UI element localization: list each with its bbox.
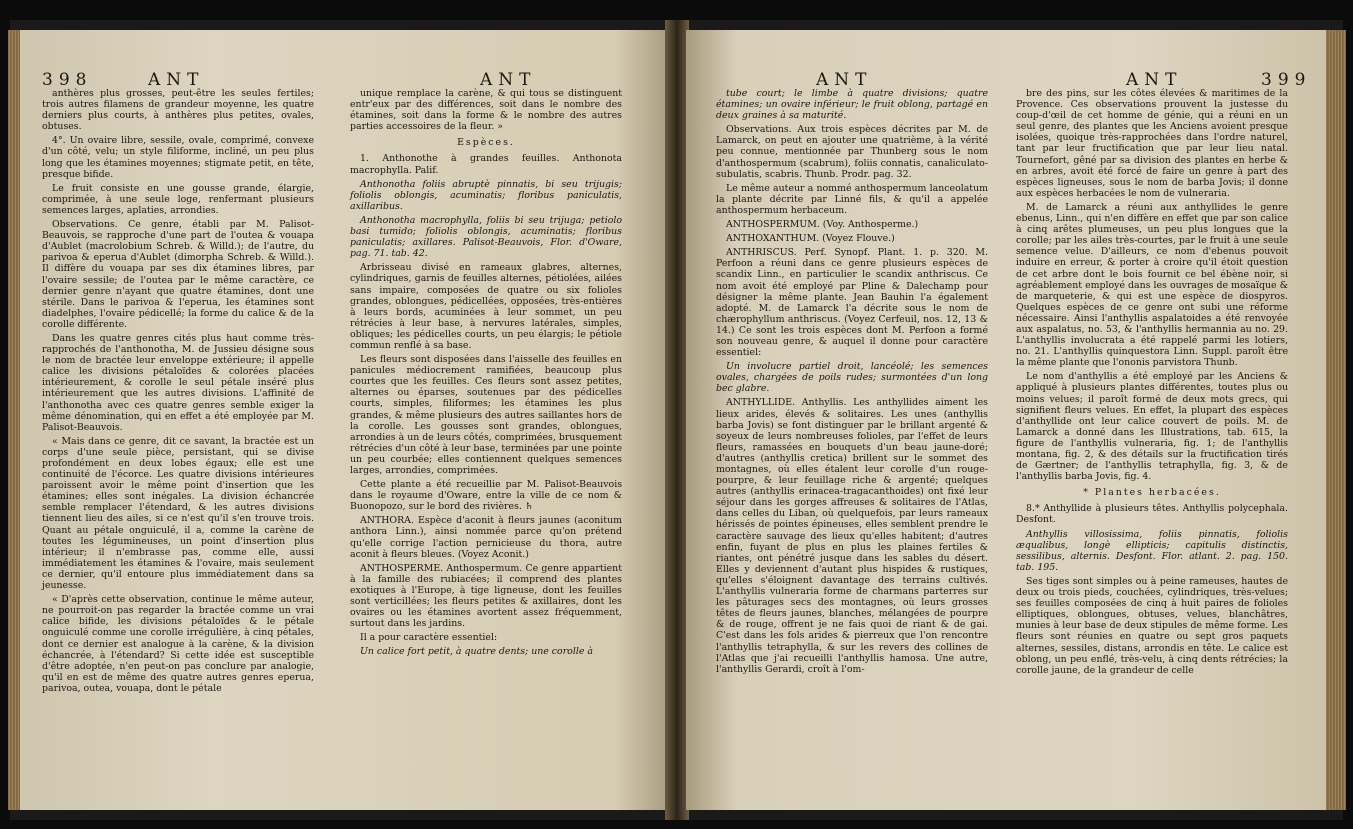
right-column-1 bbox=[716, 88, 988, 678]
right-running-head-1: ANT bbox=[816, 70, 873, 90]
paragraph: ANTHRISCUS. Perf. Synopf. Plant. 1. p. 320. M. Perfoon a réuni dans ce genre plusieurs espèces de scandix Linn., en particulier le scandix anthriscus. Ce nom avoit été employé par Pline & Dalechamp pour désigner la même plante. Jean Bauhin l'a également adopté. M. de Lamarck l'a décrite sous le nom de chærophyllum anthriscus. (Voyez Cerfeuil, nos. 12, 13 & 14.) Ce sont les trois espèces dont M. Perfoon a formé son nouveau genre, & auquel il donne pour caractère essentiel: bbox=[716, 247, 988, 359]
paragraph: « D'après cette observation, continue le même auteur, ne pourroit-on pas regarder la bractée comme un vrai calice bifide, les divisions pétaloïdes & le pétale onguiculé comme une corolle irrégulière, à cinq pétales, dont ce dernier est analogue à la carène, & la division échancrée, à l'étendard? Si cette idée est susceptible d'être adoptée, n'en peut-on pas conclure par analogie, qu'il en est de même des quatre autres genres eperua, parivoa, outea, vouapa, dont le pétale bbox=[42, 594, 314, 694]
paragraph: M. de Lamarck a réuni aux anthyllides le genre ebenus, Linn., qui n'en diffère en effet que par son calice à cinq arêtes plumeuses, un peu plus longues que la corolle; par les ailes très-courtes, par le fruit à une seule semence velue. D'ailleurs, ce nom d'ebenus pouvoit induire en erreur, & porter à croire qu'il étoit question de cet arbre dont le bois fournit ce bel ébène noir, si agréablement employé dans les ouvrages de mosaïque & de marqueterie, & qui est une espèce de diospyros. Quelques espèces de ce genre ont subi une réforme nécessaire. Ainsi l'anthyllis aspalatoides a été renvoyée aux aspalatus, no. 53, & l'anthyllis hermannia au no. 29. L'anthyllis involucrata a été rappelé parmi les lotiers, no. 21. L'anthyllis quinquestora Linn. Suppl. paroît être la même plante que l'ononis parvistora Thunb. bbox=[1016, 201, 1288, 369]
paragraph: Un involucre partiel droit, lancéolé; les semences ovales, chargées de poils rudes; surmontées d'un long bec glabre. bbox=[716, 361, 988, 395]
right-page bbox=[686, 30, 1326, 810]
paragraph: « Mais dans ce genre, dit ce savant, la bractée est un corps d'une seule pièce, persistant, qui se divise profondément en deux lobes égaux; elle est une continuité de l'écorce. Les quatre divisions intérieures paroissent avoir le même point d'insertion que les étamines; elles sont inégales. La division échancrée semble remplacer l'étendard, & les autres divisions tiennent lieu des ailes, si ce n'est qu'il s'en trouve trois. Quant au pétale onguiculé, il a, comme la carène de toutes les légumineuses, un point d'insertion plus intérieur; il n'embrasse pas, comme elle, aussi immédiatement les étamines & l'ovaire, mais seulement ce dernier, qu'il entoure plus immédiatement dans sa jeunesse. bbox=[42, 435, 314, 592]
right-page-number: 399 bbox=[1261, 70, 1312, 90]
left-page bbox=[20, 30, 668, 810]
paragraph: ANTHYLLIDE. Anthyllis. Les anthyllides aiment les lieux arides, élevés & solitaires. Les unes (anthyllis barba Jovis) se font distinguer par le brillant argenté & soyeux de leurs nombreuses folioles, par l'effet de leurs fleurs, ramassées en bouquets d'un beau jaune-doré; d'autres (anthyllis cretica) brillent sur le sommet des montagnes, où elles étalent leur corolle d'un rouge-pourpre, & leur feuillage riche & argenté; quelques autres (anthyllis erinacea-tragacanthoides) ont fixé leur séjour dans les gorges affreuses & solitaires de l'Atlas, dans celles du Liban, où quelquefois, par leurs rameaux hérissés de pointes épineuses, elles semblent prendre le caractère sauvage des lieux qu'elles habitent; d'autres enfin, fuyant de plus en plus les plaines fertiles & riantes, ont pénétré jusque dans les sables du désert. Elles y deviennent d'autant plus hispides & rustiques, qu'elles s'éloignent davantage des terrains cultivés. L'anthyllis vulneraria forme de charmans parterres sur les pâturages secs des montagnes, où leurs grosses têtes de fleurs jaunes, blanches, mélangées de pourpre & de rouge, offrent je ne fais quoi de riant & de gai. C'est dans les fols arides & pierreux que l'on rencontre l'anthyllis tetraphylla, & sur les revers des collines de l'Atlas que j'ai recueilli l'anthyllis hamosa. Une autre, l'anthyllis Gerardi, croît à l'om- bbox=[716, 397, 988, 675]
paragraph: ANTHOSPERMUM. (Voy. Anthosperme.) bbox=[726, 219, 919, 231]
paragraph: Le nom d'anthyllis a été employé par les Anciens & appliqué à plusieurs plantes différentes, toutes plus ou moins velues; il paroît formé de deux mots grecs, qui signifient fleurs velues. En effet, la plupart des espèces d'anthyllide ont leur calice couvert de poils. M. de Lamarck a donné dans les Illustrations, tab. 615, la figure de l'anthyllis vulneraria, fig. 1; de l'anthyllis montana, fig. 2, & des détails sur la fructification tirés de Gærtner; de l'anthyllis tetraphylla, fig. 3, & de l'anthyllis barba Jovis, fig. 4. bbox=[1016, 371, 1288, 483]
left-running-head-2: ANT bbox=[480, 70, 537, 90]
left-column-1 bbox=[42, 88, 314, 697]
left-running-head-1: ANT bbox=[148, 70, 205, 90]
left-column-2 bbox=[350, 88, 622, 661]
paragraph: Arbrisseau divisé en rameaux glabres, alternes, cylindriques, garnis de feuilles alternes, pétiolées, ailées sans impaire, composées de quatre ou six folioles grandes, oblongues, pédicellées, opposées, très-entières à leurs bords, acuminées à leur sommet, un peu rétrécies à leur base, à nervures latérales, simples, obliques; les pédicelles courts, un peu élargis; le pétiole commun renflé à sa base. bbox=[350, 262, 622, 351]
paragraph: unique remplace la carène, & qui tous se distinguent entr'eux par des différences, soit dans le nombre des étamines, soit dans la forme & le nombre des autres parties accessoires de la fleur. » bbox=[350, 88, 622, 133]
right-column-2 bbox=[1016, 88, 1288, 679]
paragraph: Observations. Aux trois espèces décrites par M. de Lamarck, on peut en ajouter une quatrième, à la vérité peu connue, mentionnée par Thunberg sous le nom d'anthospermum (scabrum), foliis connatis, canaliculato-subulatis, scabris. Thunb. Prodr. pag. 32. bbox=[716, 124, 988, 180]
paragraph: Dans les quatre genres cités plus haut comme très-rapprochés de l'anthonotha, M. de Jussieu désigne sous le nom de bractée leur enveloppe extérieure; il appelle calice les divisions pétaloïdes & colorées placées intérieurement, & corolle le seul pétale inséré plus intérieurement que les autres divisions. L'affinité de l'anthonotha avec ces quatre genres semble exiger la même dénomination, qui en effet a été employée par M. Palisot-Beauvois. bbox=[42, 332, 314, 433]
paragraph: Les fleurs sont disposées dans l'aisselle des feuilles en panicules médiocrement ramifiées, beaucoup plus courtes que les feuilles. Ces fleurs sont assez petites, alternes ou éparses, soutenues par des pédicelles courts, simples, filiformes; les étamines les plus grandes, & même plusieurs des autres saillantes hors de la corolle. Les gousses sont grandes, oblongues, arrondies à un de leurs côtés, comprimées, brusquement rétrécies d'un côté à leur base, terminées par une pointe un peu courbée; elles contiennent quelques semences larges, arrondies, comprimées. bbox=[350, 354, 622, 476]
paragraph: 1. Anthonothe à grandes feuilles. Anthonota macrophylla. Palif. bbox=[350, 153, 622, 176]
paragraph: 4°. Un ovaire libre, sessile, ovale, comprimé, convexe d'un côté, velu; un style filiforme, incliné, un peu plus long que les étamines moyennes; stigmate petit, en tête, presque bifide. bbox=[42, 135, 314, 180]
paragraph: Cette plante a été recueillie par M. Palisot-Beauvois dans le royaume d'Oware, entre la ville de ce nom & Buonopozo, sur le bord des rivières. ♄ bbox=[350, 479, 622, 513]
paragraph: 8.* Anthyllide à plusieurs têtes. Anthyllis polycephala. Desfont. bbox=[1016, 503, 1288, 526]
paragraph: ANTHOSPERME. Anthospermum. Ce genre appartient à la famille des rubiacées; il comprend des plantes exotiques à l'Europe, à tige ligneuse, dont les feuilles sont verticillées; les fleurs petites & axillaires, dont les ovaires ou les étamines avortent assez fréquemment, surtout dans les jardins. bbox=[350, 562, 622, 630]
paragraph: Ses tiges sont simples ou à peine rameuses, hautes de deux ou trois pieds, couchées, cylindriques, très-velues; ses feuilles composées de cinq à huit paires de folioles elliptiques, oblongues, obtuses, velues, blanchâtres, munies à leur base de deux stipules de même forme. Les fleurs sont réunies en quatre ou sept gros paquets alternes, sessiles, distans, arrondis en tête. Le calice est oblong, un peu enflé, très-velu, à cinq dents rétrécies; la corolle jaune, de la grandeur de celle bbox=[1016, 575, 1288, 676]
right-running-head-2: ANT bbox=[1126, 70, 1183, 90]
paragraph: Anthonotha foliis abruptè pinnatis, bi seu trijugis; foliolis oblongis, acuminatis; floribus paniculatis, axillaribus. bbox=[350, 178, 622, 212]
paragraph: Il a pour caractère essentiel: bbox=[360, 632, 498, 644]
paragraph: Le fruit consiste en une gousse grande, élargie, comprimée, à une seule loge, renfermant plusieurs semences larges, aplaties, arrondies. bbox=[42, 182, 314, 216]
paragraph: ANTHOXANTHUM. (Voyez Flouve.) bbox=[726, 233, 895, 245]
paragraph: anthères plus grosses, peut-être les seules fertiles; trois autres filamens de grandeur moyenne, les quatre derniers plus courts, à anthères plus petites, ovales, obtuses. bbox=[42, 88, 314, 133]
paragraph: ANTHORA. Espèce d'aconit à fleurs jaunes (aconitum anthora Linn.), ainsi nommée parce qu'on prétend qu'elle corrige l'action pernicieuse du thora, autre aconit à fleurs bleues. (Voyez Aconit.) bbox=[350, 515, 622, 560]
paragraph: * Plantes herbacées. bbox=[1083, 487, 1221, 499]
paragraph: Le même auteur a nommé anthospermum lanceolatum la plante décrite par Linné fils, & qu'il a appelée anthospermum herbaceum. bbox=[716, 182, 988, 216]
paragraph: Espèces. bbox=[457, 137, 515, 149]
paragraph: Un calice fort petit, à quatre dents; une corolle à bbox=[360, 646, 593, 658]
paragraph: Observations. Ce genre, établi par M. Palisot-Beauvois, se rapproche d'une part de l'outea & vouapa d'Aublet (macrolobium Schreb. & Willd.); de l'autre, du parivoa & eperua d'Aublet (dimorpha Schreb. & Willd.). Il diffère du vouapa par ses dix étamines libres, par l'ovaire sessile; de l'outea par le même caractère, ce dernier genre n'ayant que quatre étamines, dont une stérile. Dans le parivoa & l'eperua, les étamines sont diadelphes, l'ovaire pédicellé; la forme du calice & de la corolle différente. bbox=[42, 219, 314, 330]
paragraph: bre des pins, sur les côtes élevées & maritimes de la Provence. Ces observations prouvent la justesse du coup-d'œil de cet homme de génie, qui a réuni en un seul genre, des plantes que les Anciens avoient presque isolées, quoique très-rapprochées dans l'ordre naturel, tant par leur fructification que par leur lieu natal. Tournefort, gêné par sa division des plantes en herbe & en arbres, avoit été forcé de faire un genre à part des espèces ligneuses, sous le nom de barba Jovis; il donne aux espèces herbacées le nom de vulneraria. bbox=[1016, 88, 1288, 199]
paragraph: Anthyllis villosissima, foliis pinnatis, foliolis æqualibus, longè ellipticis; capitulis distinctis, sessilibus, alternis. Desfont. Flor. atlant. 2. pag. 150. tab. 195. bbox=[1016, 528, 1288, 573]
left-page-number: 398 bbox=[42, 70, 93, 90]
paragraph: Anthonotha macrophylla, foliis bi seu trijuga; petiolo basi tumido; foliolis oblongis, acuminatis; floribus paniculatis; axillares. Palisot-Beauvois, Flor. d'Oware, pag. 71. tab. 42. bbox=[350, 214, 622, 260]
paragraph: tube court; le limbe à quatre divisions; quatre étamines; un ovaire inférieur; le fruit oblong, partagé en deux graines à sa maturité. bbox=[716, 88, 988, 122]
